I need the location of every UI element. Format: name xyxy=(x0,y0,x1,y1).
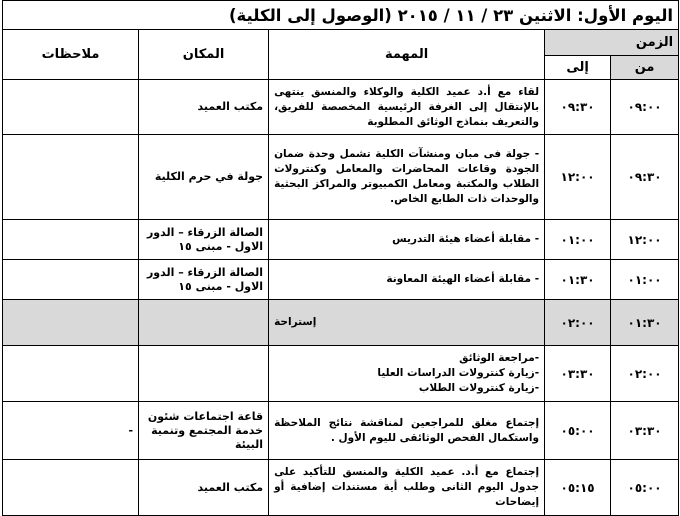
notes-cell: - xyxy=(3,402,139,460)
task-cell xyxy=(269,346,545,402)
time-from: ٠٩:٣٠ xyxy=(611,135,679,220)
time-to: ٠٣:٣٠ xyxy=(545,346,611,402)
time-to: ٠٥:١٥ xyxy=(545,460,611,516)
time-to: ٠١:٣٠ xyxy=(545,260,611,300)
header-place: المكان xyxy=(139,30,269,80)
notes-cell xyxy=(3,346,139,402)
place-cell xyxy=(139,300,269,346)
task-line: -مراجعة الوثائق xyxy=(459,352,540,364)
table-row xyxy=(3,460,679,516)
notes-cell xyxy=(3,220,139,260)
table-row xyxy=(3,220,679,260)
table-row xyxy=(3,135,679,220)
place-cell xyxy=(139,346,269,402)
place-cell: الصالة الزرقاء – الدور الاول - مبنى ١٥ xyxy=(139,260,269,300)
task-cell: إجتماع مغلق للمراجعين لمناقشة نتائج الملاحظة واستكمال الفحص الوثائقى لليوم الأول . xyxy=(269,402,545,460)
time-from: ٠٣:٣٠ xyxy=(611,402,679,460)
notes-cell xyxy=(3,135,139,220)
place-cell: مكتب العميد xyxy=(139,460,269,516)
task-cell: إجتماع مع أ.د. عميد الكلية والمنسق للتأكيد على جدول اليوم الثانى وطلب أية مستندات إضافية أو إيضاحات xyxy=(269,460,545,516)
task-cell: - مقابلة أعضاء الهيئة المعاونة xyxy=(269,260,545,300)
notes-cell xyxy=(3,300,139,346)
place-cell: جولة في حرم الكلية xyxy=(139,135,269,220)
header-task: المهمة xyxy=(269,30,545,80)
header-from: من xyxy=(611,56,679,80)
place-cell: الصالة الزرقاء – الدور الاول - مبنى ١٥ xyxy=(139,220,269,260)
header-notes: ملاحظات xyxy=(3,30,139,80)
header-row xyxy=(3,30,679,56)
time-from: ٠٢:٠٠ xyxy=(611,346,679,402)
task-cell: - مقابلة أعضاء هيئة التدريس xyxy=(269,220,545,260)
task-cell: - جولة فى مبان ومنشآت الكلية تشمل وحدة ضمان الجودة وقاعات المحاضرات والمعامل وكنترولات الطلاب والمكتبة ومعامل الكمبيوتر والمراكز البحثية والوحدات ذات الطابع الخاص. xyxy=(269,135,545,220)
table-row xyxy=(3,80,679,135)
notes-cell xyxy=(3,460,139,516)
time-to: ١٢:٠٠ xyxy=(545,135,611,220)
page-title: اليوم الأول: الاثنين ٢٣ / ١١ / ٢٠١٥ (الوصول إلى الكلية) xyxy=(3,1,679,30)
place-cell: مكتب العميد xyxy=(139,80,269,135)
time-from: ٠١:٣٠ xyxy=(611,300,679,346)
time-to: ٠٩:٣٠ xyxy=(545,80,611,135)
schedule-table xyxy=(2,0,679,516)
table-row xyxy=(3,260,679,300)
place-cell: قاعة اجتماعات شئون خدمة المجتمع وتنمية البيئة xyxy=(139,402,269,460)
table-row xyxy=(3,346,679,402)
task-cell: إستراحة xyxy=(269,300,545,346)
time-to: ٠٢:٠٠ xyxy=(545,300,611,346)
notes-cell xyxy=(3,260,139,300)
table-row-break xyxy=(3,300,679,346)
header-time: الزمن xyxy=(545,30,679,56)
time-to: ٠٥:٠٠ xyxy=(545,402,611,460)
time-to: ٠١:٠٠ xyxy=(545,220,611,260)
task-line: -زيارة كنترولات الطلاب xyxy=(418,382,540,394)
notes-cell xyxy=(3,80,139,135)
title-row xyxy=(3,1,679,30)
table-row xyxy=(3,402,679,460)
task-line: -زيارة كنترولات الدراسات العليا xyxy=(377,367,540,379)
time-from: ٠٥:٠٠ xyxy=(611,460,679,516)
header-to: إلى xyxy=(545,56,611,80)
time-from: ١٢:٠٠ xyxy=(611,220,679,260)
time-from: ٠١:٠٠ xyxy=(611,260,679,300)
task-cell: لقاء مع أ.د عميد الكلية والوكلاء والمنسق ينتهى بالإنتقال إلى الغرفة الرئيسية المخصصة للفريق، والتعريف بنماذج الوثائق المطلوبة xyxy=(269,80,545,135)
time-from: ٠٩:٠٠ xyxy=(611,80,679,135)
